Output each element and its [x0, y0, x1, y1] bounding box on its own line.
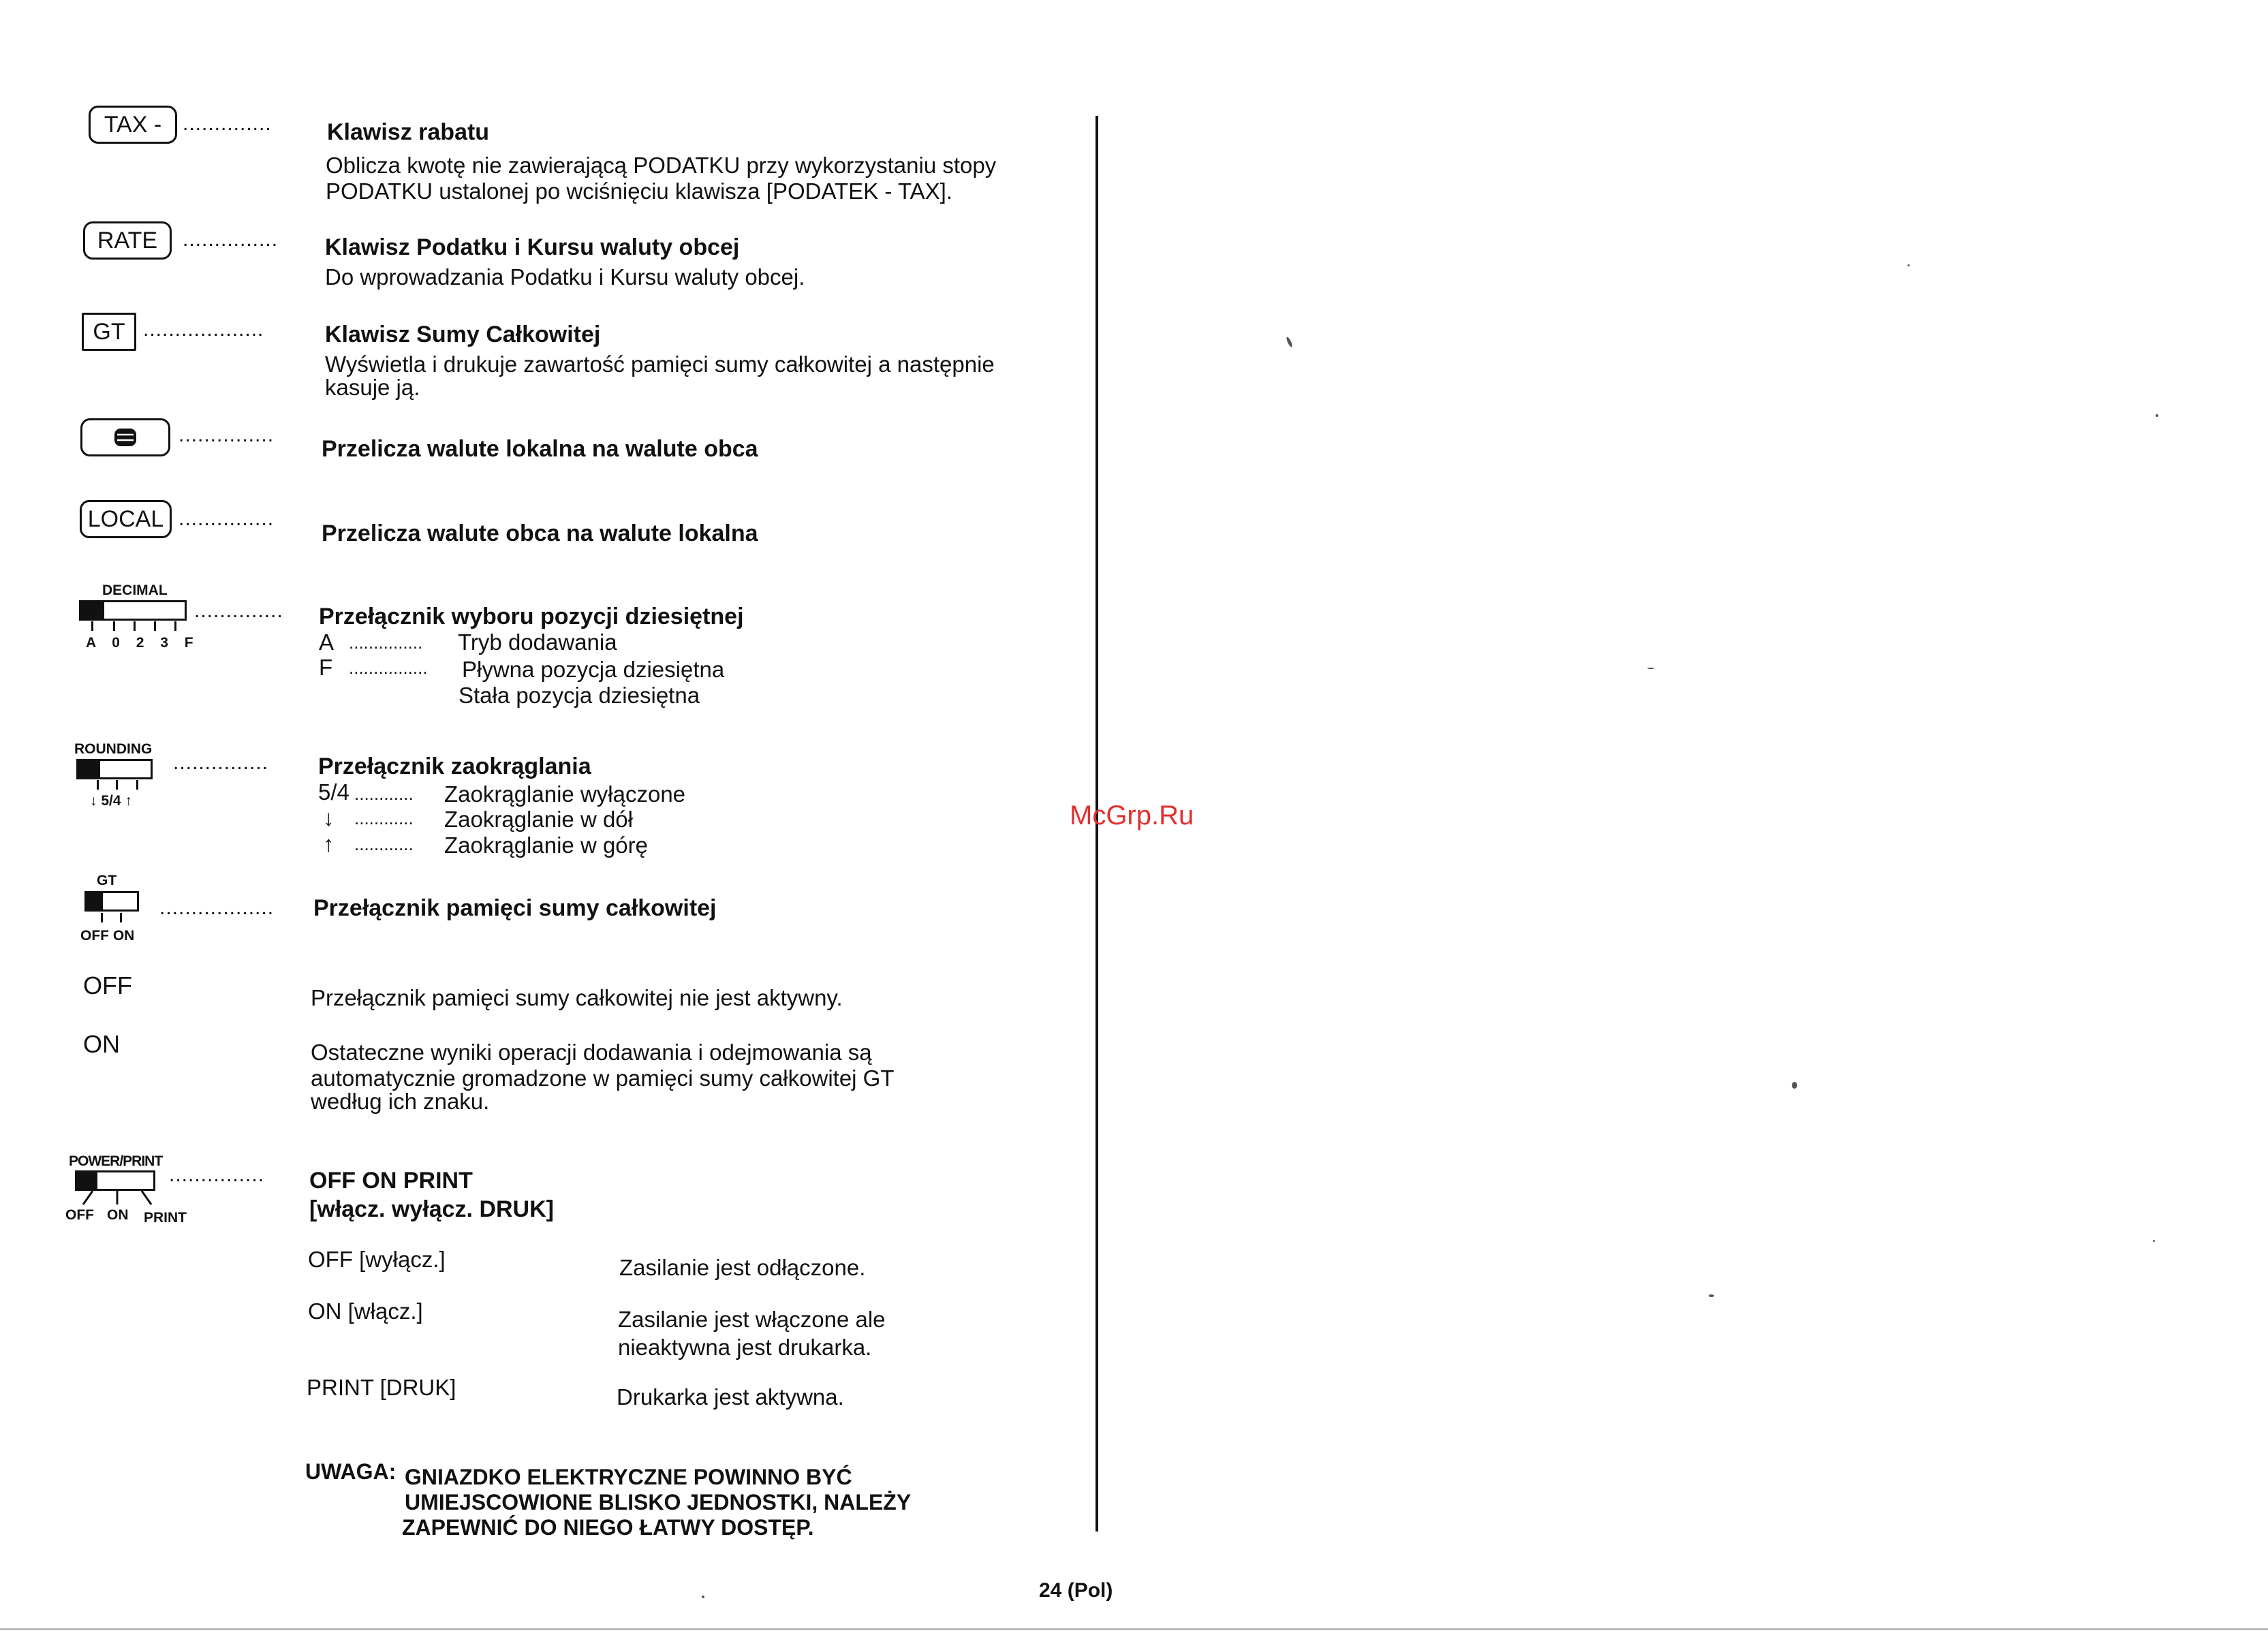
leader-dots: ...............	[349, 632, 423, 653]
scan-speck	[1908, 264, 1910, 266]
rounding-positions: ↓ 5/4 ↑	[90, 793, 132, 809]
rounding-r1-label: 5/4	[318, 779, 349, 805]
tick	[116, 780, 118, 790]
leader-dots: ............	[354, 834, 414, 854]
currency-title: Przelicza walute lokalna na walute obca	[322, 436, 758, 462]
leader-dots: ............	[354, 783, 414, 804]
decimal-f-label: F	[319, 655, 333, 680]
watermark: McGrp.Ru	[1070, 800, 1194, 830]
rounding-r1-text: Zaokrąglanie wyłączone	[444, 781, 686, 807]
rate-key-label: RATE	[97, 227, 158, 253]
scan-speck	[1647, 668, 1654, 669]
tax-minus-title: Klawisz rabatu	[327, 119, 490, 145]
leader-dots: ...............	[183, 228, 279, 251]
rate-desc-1: Do wprowadzania Podatku i Kursu waluty obcej.	[325, 264, 805, 290]
gt-on-text-1: Ostateczne wyniki operacji dodawania i odejmowania są	[311, 1040, 872, 1065]
tax-minus-desc-1: Oblicza kwotę nie zawierającą PODATKU przy wykorzystaniu stopy	[326, 153, 997, 178]
switch-ticks	[75, 1189, 164, 1206]
note-label: UWAGA:	[305, 1459, 397, 1484]
gt-switch-positions: OFF ON	[80, 928, 135, 944]
gt-switch-label: GT	[97, 873, 117, 888]
scan-speck	[1709, 1294, 1714, 1297]
tax-minus-key	[89, 106, 177, 144]
gt-on-label: ON	[83, 1030, 120, 1058]
power-on-label: ON [włącz.]	[308, 1298, 423, 1324]
leader-dots: ...................	[143, 318, 264, 341]
decimal-other-text: Stała pozycja dziesiętna	[459, 683, 700, 708]
power-off-label: OFF [wyłącz.]	[308, 1247, 446, 1272]
local-title: Przelicza walute obca na walute lokalna	[322, 520, 758, 546]
page-bottom-edge	[0, 1628, 2268, 1630]
leader-dots: ..............	[194, 600, 283, 622]
rounding-r2-text: Zaokrąglanie w dół	[444, 807, 633, 832]
rate-key	[83, 221, 172, 260]
note-line-3: ZAPEWNIĆ DO NIEGO ŁATWY DOSTĘP.	[402, 1515, 814, 1540]
tick	[120, 913, 122, 922]
power-switch-label: POWER/PRINT	[69, 1153, 163, 1169]
local-key	[80, 500, 172, 538]
gt-on-text-3: według ich znaku.	[311, 1089, 490, 1114]
round-up-icon: ↑	[323, 831, 335, 856]
power-on-text-2: nieaktywna jest drukarka.	[618, 1335, 872, 1360]
decimal-a-label: A	[319, 629, 335, 655]
round-down-icon: ↓	[323, 805, 335, 830]
gt-desc-1: Wyświetla i drukuje zawartość pamięci sumy całkowitej a następnie	[325, 352, 995, 377]
scan-speck	[1286, 337, 1293, 348]
tax-minus-desc-2: PODATKU ustalonej po wciśnięciu klawisza [PODATEK - TAX].	[326, 178, 953, 204]
decimal-switch	[79, 600, 187, 621]
gt-switch-title: Przełącznik pamięci sumy całkowitej	[313, 895, 717, 921]
gt-off-label: OFF	[83, 971, 132, 999]
scan-speck	[2153, 1240, 2155, 1242]
power-switch	[75, 1170, 155, 1191]
tick	[154, 621, 156, 631]
leader-dots: ...............	[169, 1164, 265, 1186]
coin-stack-icon	[113, 427, 138, 448]
leader-dots: ............	[354, 808, 414, 828]
switch-knob	[81, 602, 104, 619]
tax-minus-key-label: TAX -	[104, 111, 162, 138]
rounding-r3-text: Zaokrąglanie w górę	[444, 833, 648, 858]
gt-switch	[84, 891, 139, 912]
gt-title: Klawisz Sumy Całkowitej	[325, 322, 601, 347]
tick	[101, 913, 103, 922]
tick	[113, 621, 115, 631]
leader-dots: ...............	[178, 424, 275, 446]
decimal-a-text: Tryb dodawania	[458, 629, 617, 655]
tick	[91, 621, 93, 631]
page-number: 24 (Pol)	[1039, 1579, 1113, 1602]
local-key-label: LOCAL	[87, 506, 164, 532]
switch-knob	[78, 761, 100, 777]
leader-dots: ...............	[178, 508, 275, 530]
power-print-text: Drukarka jest aktywna.	[617, 1384, 844, 1410]
tick	[136, 780, 138, 790]
leader-dots: ................	[349, 657, 428, 678]
switch-knob	[77, 1172, 97, 1189]
leader-dots: ...............	[173, 751, 269, 774]
scan-speck	[1792, 1082, 1797, 1089]
leader-dots: ..................	[159, 897, 275, 919]
decimal-f-text: Pływna pozycja dziesiętna	[462, 657, 725, 682]
gt-on-text-2: automatycznie gromadzone w pamięci sumy całkowitej GT	[311, 1066, 895, 1091]
rounding-title: Przełącznik zaokrąglania	[318, 753, 591, 779]
scan-speck	[2156, 414, 2158, 417]
rounding-switch	[76, 759, 153, 779]
power-pos-on: ON	[107, 1207, 129, 1223]
note-line-2: UMIEJSCOWIONE BLISKO JEDNOSTKI, NALEŻY	[405, 1490, 912, 1514]
scan-speck	[702, 1596, 704, 1598]
leader-dots: ..............	[183, 112, 272, 135]
gt-desc-2: kasuje ją.	[325, 375, 420, 400]
tick	[174, 621, 176, 631]
note-line-1: GNIAZDKO ELEKTRYCZNE POWINNO BYĆ	[405, 1465, 852, 1489]
switch-knob	[87, 893, 103, 909]
rounding-switch-label: ROUNDING	[74, 741, 153, 757]
power-off-text: Zasilanie jest odłączone.	[619, 1255, 866, 1280]
decimal-switch-label: DECIMAL	[102, 582, 168, 598]
power-title-2: [włącz. wyłącz. DRUK]	[309, 1196, 554, 1222]
gt-key-label: GT	[93, 318, 125, 345]
rate-title: Klawisz Podatku i Kursu waluty obcej	[325, 234, 740, 260]
power-pos-off: OFF	[65, 1207, 94, 1223]
tick	[134, 621, 136, 631]
power-pos-print: PRINT	[144, 1210, 187, 1226]
power-on-text-1: Zasilanie jest włączone ale	[618, 1307, 886, 1332]
decimal-positions: A 0 2 3 F	[86, 635, 200, 651]
power-title-1: OFF ON PRINT	[309, 1168, 473, 1194]
power-print-label: PRINT [DRUK]	[307, 1375, 456, 1400]
decimal-title: Przełącznik wyboru pozycji dziesiętnej	[319, 604, 744, 629]
currency-key	[80, 418, 170, 456]
tick	[97, 780, 99, 790]
gt-key	[82, 313, 136, 351]
gt-off-text: Przełącznik pamięci sumy całkowitej nie jest aktywny.	[311, 985, 843, 1010]
